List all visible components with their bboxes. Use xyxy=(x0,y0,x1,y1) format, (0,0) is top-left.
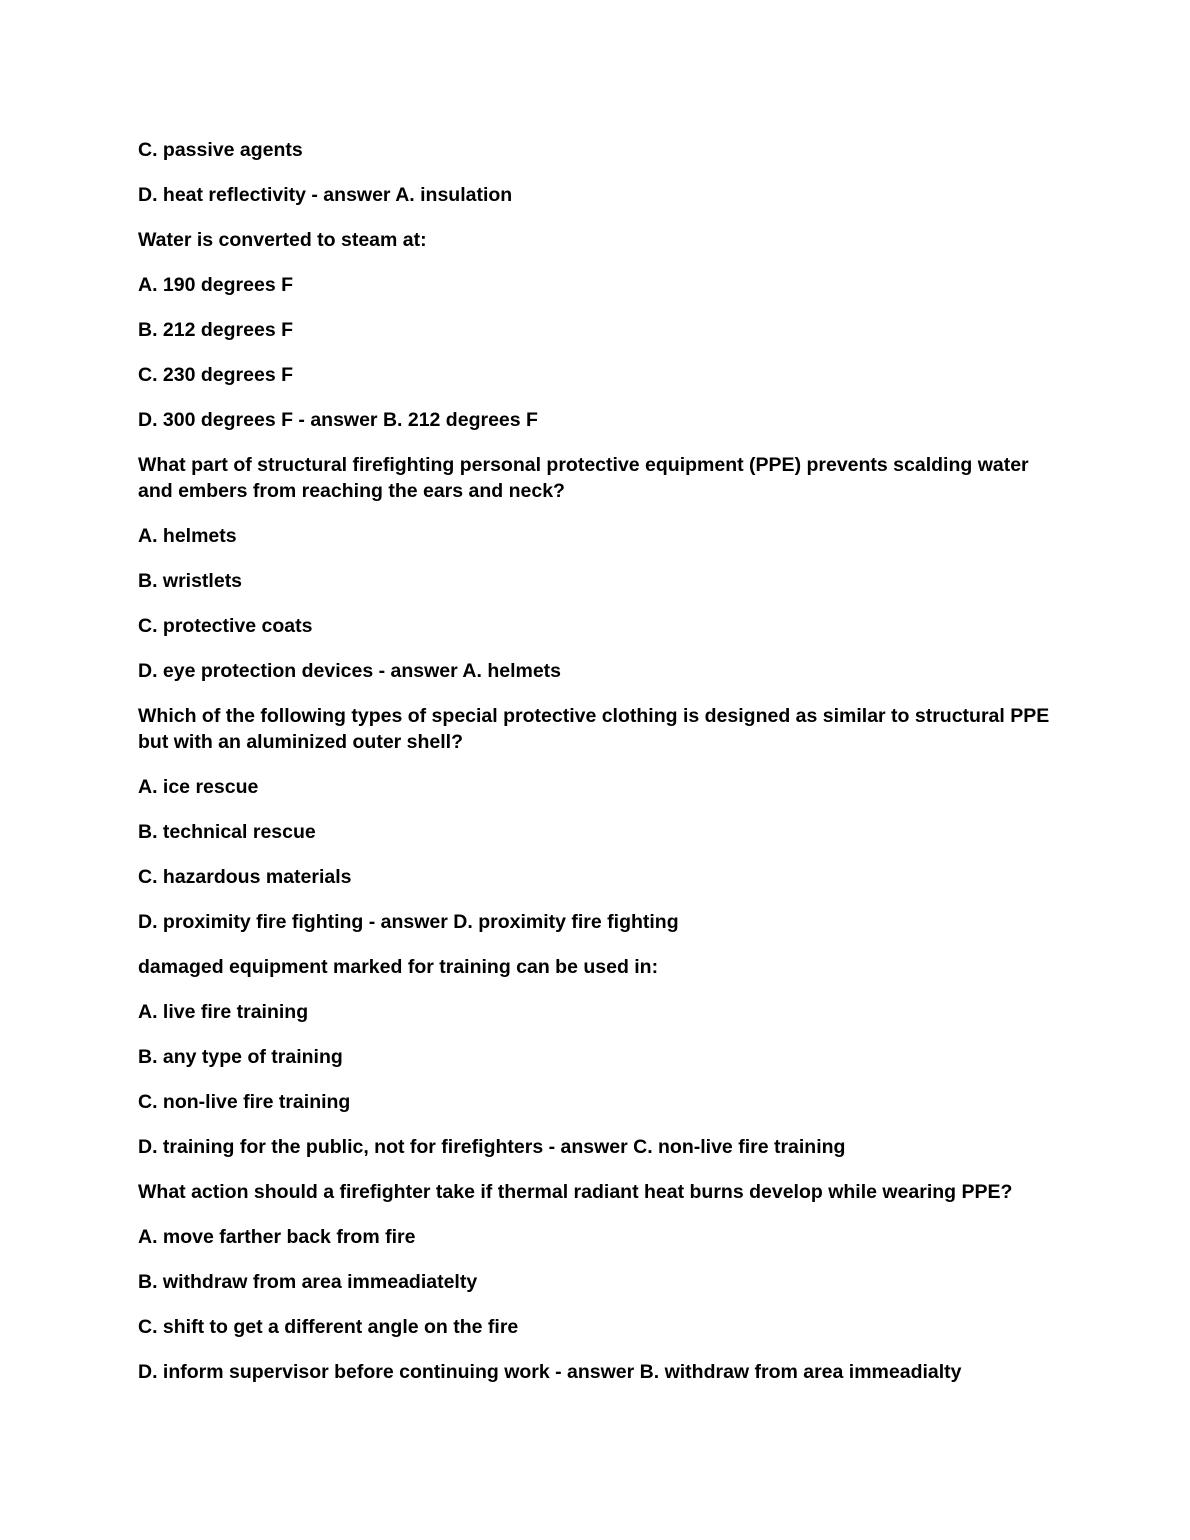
answer-option: B. technical rescue xyxy=(138,821,316,843)
answer-option: A. move farther back from fire xyxy=(138,1226,416,1248)
answer-option: B. wristlets xyxy=(138,570,243,592)
answer-option: A. helmets xyxy=(138,525,237,547)
question-text: Water is converted to steam at: xyxy=(138,229,427,251)
answer-option: C. non-live fire training xyxy=(138,1091,351,1113)
answer-option: D. inform supervisor before continuing work - answer B. withdraw from area immeadialty xyxy=(138,1361,962,1383)
question-text: Which of the following types of special protective clothing is designed as similar to structural PPE but with an aluminized outer shell? xyxy=(138,705,1050,753)
document-page xyxy=(138,137,1058,1404)
answer-option: C. protective coats xyxy=(138,615,313,637)
answer-option: C. 230 degrees F xyxy=(138,364,293,386)
answer-option: D. heat reflectivity - answer A. insulation xyxy=(138,184,513,206)
answer-option: D. training for the public, not for firefighters - answer C. non-live fire training xyxy=(138,1136,846,1158)
answer-option: C. hazardous materials xyxy=(138,866,352,888)
answer-option: D. eye protection devices - answer A. helmets xyxy=(138,660,562,682)
answer-option: C. shift to get a different angle on the fire xyxy=(138,1316,519,1338)
answer-option: C. passive agents xyxy=(138,139,303,161)
answer-option: B. withdraw from area immeadiatelty xyxy=(138,1271,478,1293)
question-text: damaged equipment marked for training can be used in: xyxy=(138,956,659,978)
answer-option: A. live fire training xyxy=(138,1001,309,1023)
answer-option: A. 190 degrees F xyxy=(138,274,293,296)
answer-option: A. ice rescue xyxy=(138,776,259,798)
answer-option: B. 212 degrees F xyxy=(138,319,293,341)
question-text: What part of structural firefighting personal protective equipment (PPE) prevents scalding water and embers from reaching the ears and neck? xyxy=(138,454,1029,502)
answer-option: D. 300 degrees F - answer B. 212 degrees F xyxy=(138,409,538,431)
answer-option: D. proximity fire fighting - answer D. proximity fire fighting xyxy=(138,911,679,933)
answer-option: B. any type of training xyxy=(138,1046,343,1068)
question-text: What action should a firefighter take if thermal radiant heat burns develop while wearing PPE? xyxy=(138,1181,1013,1203)
